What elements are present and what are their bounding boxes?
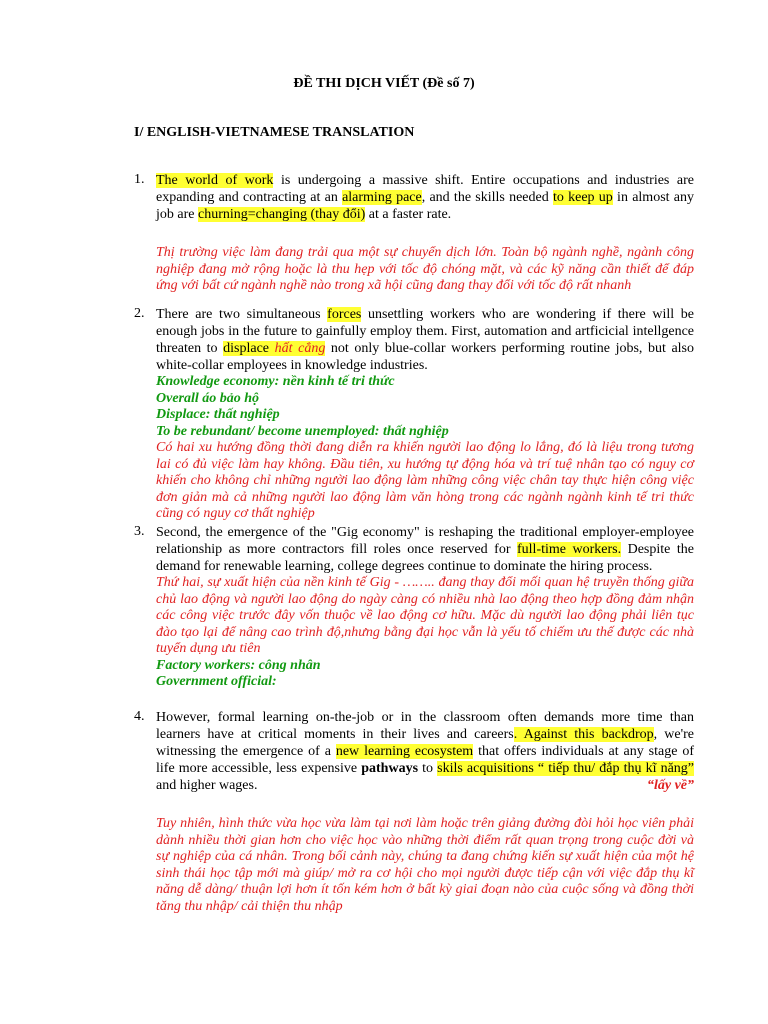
text: However, formal learning on-the-job or in the classroom often demands more time than learners have at critical moments in their lives and careers	[156, 710, 694, 742]
highlight: forces	[327, 307, 362, 322]
vietnamese-translation: Thị trường việc làm đang trải qua một sự chuyển dịch lớn. Toàn bộ ngành nghề, ngành công nghiệp đang mở rộng hoặc là thu hẹp với tốc độ chóng mặt, và các kỹ năng cần thiết để đáp ứng với bất cứ ngành nghề nào trong xã hội cũng đang thay đổi với tốc độ rất nhanh	[156, 245, 694, 293]
question-number: 1.	[134, 172, 145, 187]
text: in almost any job are	[156, 190, 694, 222]
text: not only blue-collar workers performing routine jobs, but also white-collar employees in knowledge industries.	[156, 341, 695, 373]
highlight: hất cẳng	[274, 341, 326, 356]
vocab-note: Factory workers: công nhân	[156, 657, 321, 673]
highlight: displace	[223, 341, 275, 356]
vietnamese-translation: Có hai xu hướng đồng thời đang diễn ra khiến người lao động lo lắng, đó là liệu trong tương lai có đủ việc làm hay không. Đầu tiên, xu hướng tự động hóa và trí tuệ nhân tạo có nguy cơ khiến cho không chỉ những người lao động làm những công việc chân tay thực hiện công việc đơn giản mà cả những người lao động làm văn hòng trong các ngành ngành kinh tế tri thức cũng có nguy cơ thất nghiệp	[156, 440, 694, 521]
text: , we're witnessing the emergence of a	[156, 727, 694, 759]
question-1	[134, 172, 694, 295]
english-paragraph	[156, 709, 694, 794]
highlight: alarming pace	[342, 190, 422, 205]
question-number: 2.	[134, 306, 145, 321]
highlight: new learning ecosystem	[335, 744, 474, 759]
highlight: to keep up	[552, 190, 613, 205]
section-heading: I/ ENGLISH-VIETNAMESE TRANSLATION	[134, 125, 415, 140]
vietnamese-translation: Thứ hai, sự xuất hiện của nền kinh tế Gig - …….. đang thay đổi mối quan hệ truyền thống giữa chủ lao động và người lao động do ngày càng có nhiều nhà lao động theo hợp đồng đảm nhận các công việc trước đây vốn thuộc về lao động cơ hữu. Mặc dù người lao động phải liên tục đào tạo lại để nâng cao trình độ,nhưng bằng đại học vẫn là yếu tố chiếm ưu thế được các nhà tuyển dụng ưu tiên	[156, 575, 694, 656]
text: Despite the demand for renewable learning, college degrees continue to dominate the hiring process.	[156, 542, 694, 574]
text: at a faster rate.	[365, 207, 452, 222]
bold-text: pathways	[361, 761, 419, 776]
question-3	[134, 524, 694, 691]
text: to	[418, 761, 438, 776]
text: There are two simultaneous	[156, 307, 328, 322]
english-paragraph	[156, 306, 694, 374]
question-number: 3.	[134, 524, 145, 539]
highlight: full-time workers.	[517, 542, 622, 557]
highlight: The world of work	[156, 173, 274, 188]
vocab-note: Government official:	[156, 674, 277, 689]
vocab-note: Displace: thất nghiệp	[156, 407, 280, 422]
page-title: ĐỀ THI DỊCH VIẾT (Đề số 7)	[293, 76, 475, 91]
vietnamese-translation: Tuy nhiên, hình thức vừa học vừa làm tại nơi làm hoặc trên giảng đường đòi hỏi học viên phải dành nhiều thời gian hơn cho việc học vào những thời điểm rất quan trọng trong cuộc đời và sự nghiệp của cá nhân. Trong bối cảnh này, chúng ta đang chứng kiến sự xuất hiện của một hệ sinh thái học tập mới mà giúp/ mở ra cơ hội cho mọi người được tiếp cận với việc đắp thụ kĩ năng dễ dàng/ thuận lợi hơn ít tốn kém hơn ở bất kỳ giai đoạn nào của cuộc sống và đồng thời tăng thu nhập/ cải thiện thu nhập	[156, 816, 694, 914]
english-paragraph	[156, 524, 694, 575]
red-annotation: “lấy về”	[646, 778, 694, 793]
question-4	[134, 709, 694, 915]
highlight: churning=changing (thay đổi)	[197, 207, 366, 222]
vocab-note: Overall áo bảo hộ	[156, 390, 260, 406]
vocab-note: To be rebundant/ become unemployed: thất nghiệp	[156, 423, 449, 439]
vocab-note: Knowledge economy: nền kinh tế tri thức	[156, 374, 395, 389]
text: and higher wages.	[156, 778, 258, 793]
text: , and the skills needed	[421, 190, 553, 205]
question-2	[134, 306, 694, 523]
question-number: 4.	[134, 709, 145, 724]
text: is undergoing a massive shift. Entire occupations and industries are expanding and contracting at an	[156, 173, 694, 205]
text: that offers individuals at any stage of life more accessible, less expensive	[156, 744, 694, 776]
highlight: . Against this backdrop	[513, 727, 654, 742]
english-paragraph	[156, 172, 694, 223]
text: Second, the emergence of the "Gig economy" is reshaping the traditional employer-employee relationship as more contractors fill roles once reserved for	[156, 525, 694, 557]
text: unsettling workers who are wondering if there will be enough jobs in the future to gainfully employ them. First, automation and artficicial intellgence threaten to	[156, 307, 694, 356]
highlight: skils acquisitions “ tiếp thu/ đắp thụ kĩ năng”	[437, 761, 695, 776]
